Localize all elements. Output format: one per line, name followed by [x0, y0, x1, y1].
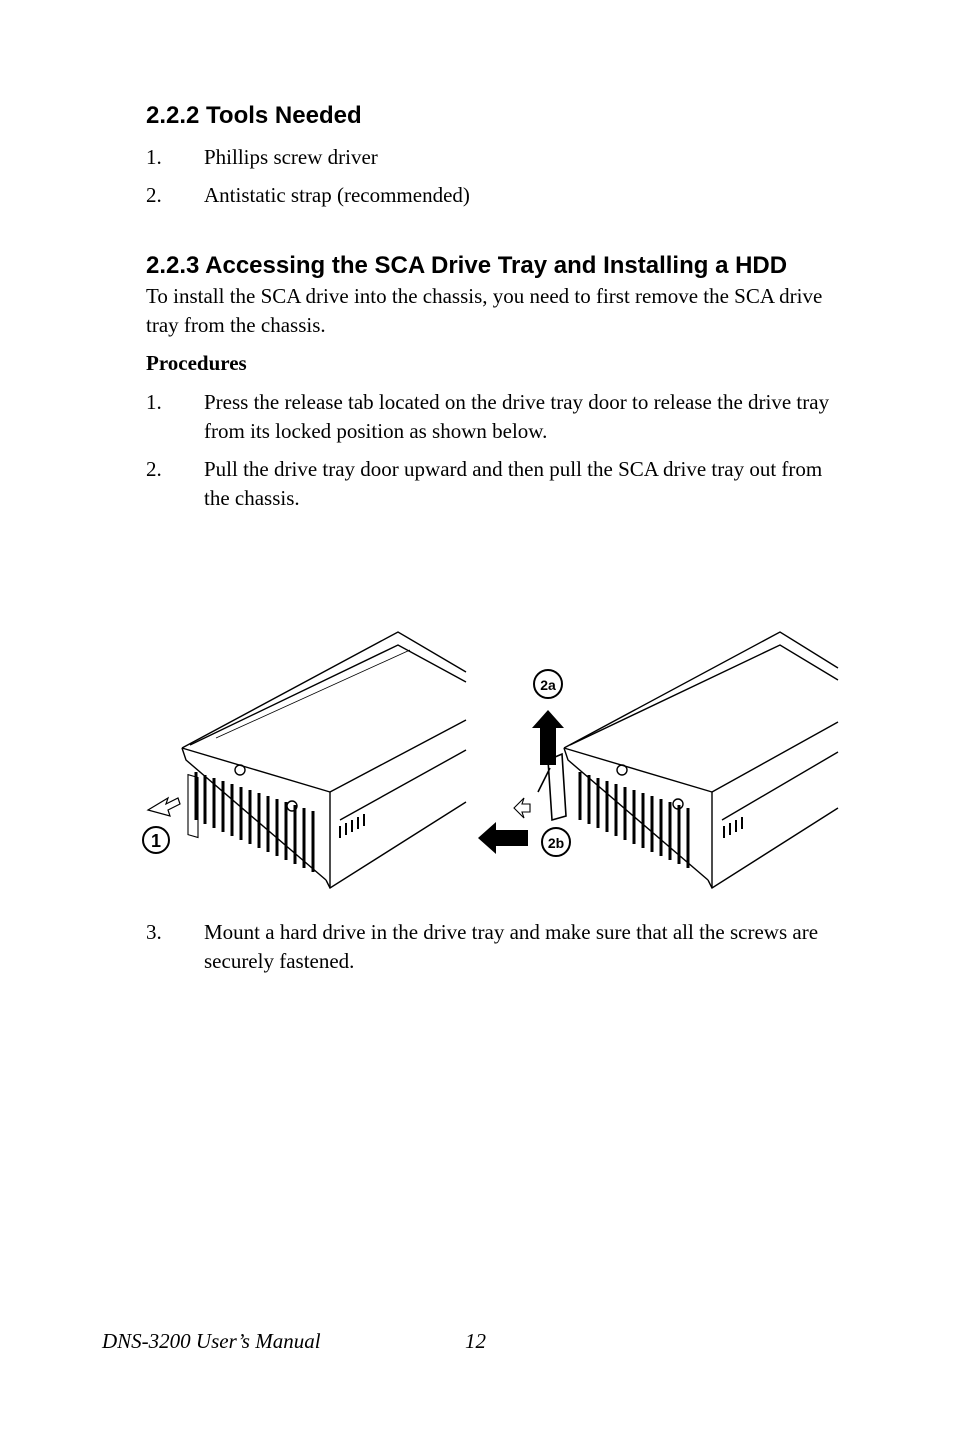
callout-2a: 2a: [540, 677, 556, 693]
step-text: Mount a hard drive in the drive tray and make sure that all the screws are securely fastened.: [204, 920, 819, 973]
intro-paragraph: To install the SCA drive into the chassis, you need to first remove the SCA drive tray from the chassis.: [146, 284, 823, 337]
vents-right: [724, 817, 742, 838]
list-number: 2.: [146, 183, 162, 207]
step-text: Press the release tab located on the drive tray door to release the drive tray from its locked position as shown below.: [204, 390, 830, 443]
step-number: 2.: [146, 457, 162, 481]
list-text: Phillips screw driver: [204, 145, 378, 169]
drive-tray-illustration: [130, 620, 850, 900]
step-item: [146, 455, 846, 513]
list-item: [146, 143, 846, 172]
chassis-right: [564, 632, 838, 888]
drive-bay-stripes-left: [196, 772, 313, 872]
footer-page-number: 12: [465, 1329, 486, 1353]
section-heading-accessing: 2.2.3 Accessing the SCA Drive Tray and Installing a HDD: [146, 252, 788, 279]
step-number: 3.: [146, 920, 162, 944]
pull-arrow-icon: [514, 798, 530, 818]
callout-2b: 2b: [547, 835, 565, 851]
step-text: Pull the drive tray door upward and then pull the SCA drive tray out from the chassis.: [204, 457, 823, 510]
list-number: 1.: [146, 145, 162, 169]
left-arrow-icon: [478, 822, 528, 854]
step-item: [146, 388, 846, 446]
section-heading-tools: 2.2.2 Tools Needed: [146, 102, 362, 129]
footer-manual-title: DNS-3200 User’s Manual: [102, 1329, 321, 1353]
list-item: [146, 181, 846, 210]
release-tab-arrow-icon: [148, 798, 180, 816]
drive-bay-stripes-right: [580, 772, 688, 868]
list-text: Antistatic strap (recommended): [204, 183, 470, 207]
callout-1: 1: [150, 831, 162, 851]
procedures-label: Procedures: [146, 351, 247, 375]
chassis-left: [182, 632, 466, 888]
step-item: [146, 918, 846, 976]
step-number: 1.: [146, 390, 162, 414]
